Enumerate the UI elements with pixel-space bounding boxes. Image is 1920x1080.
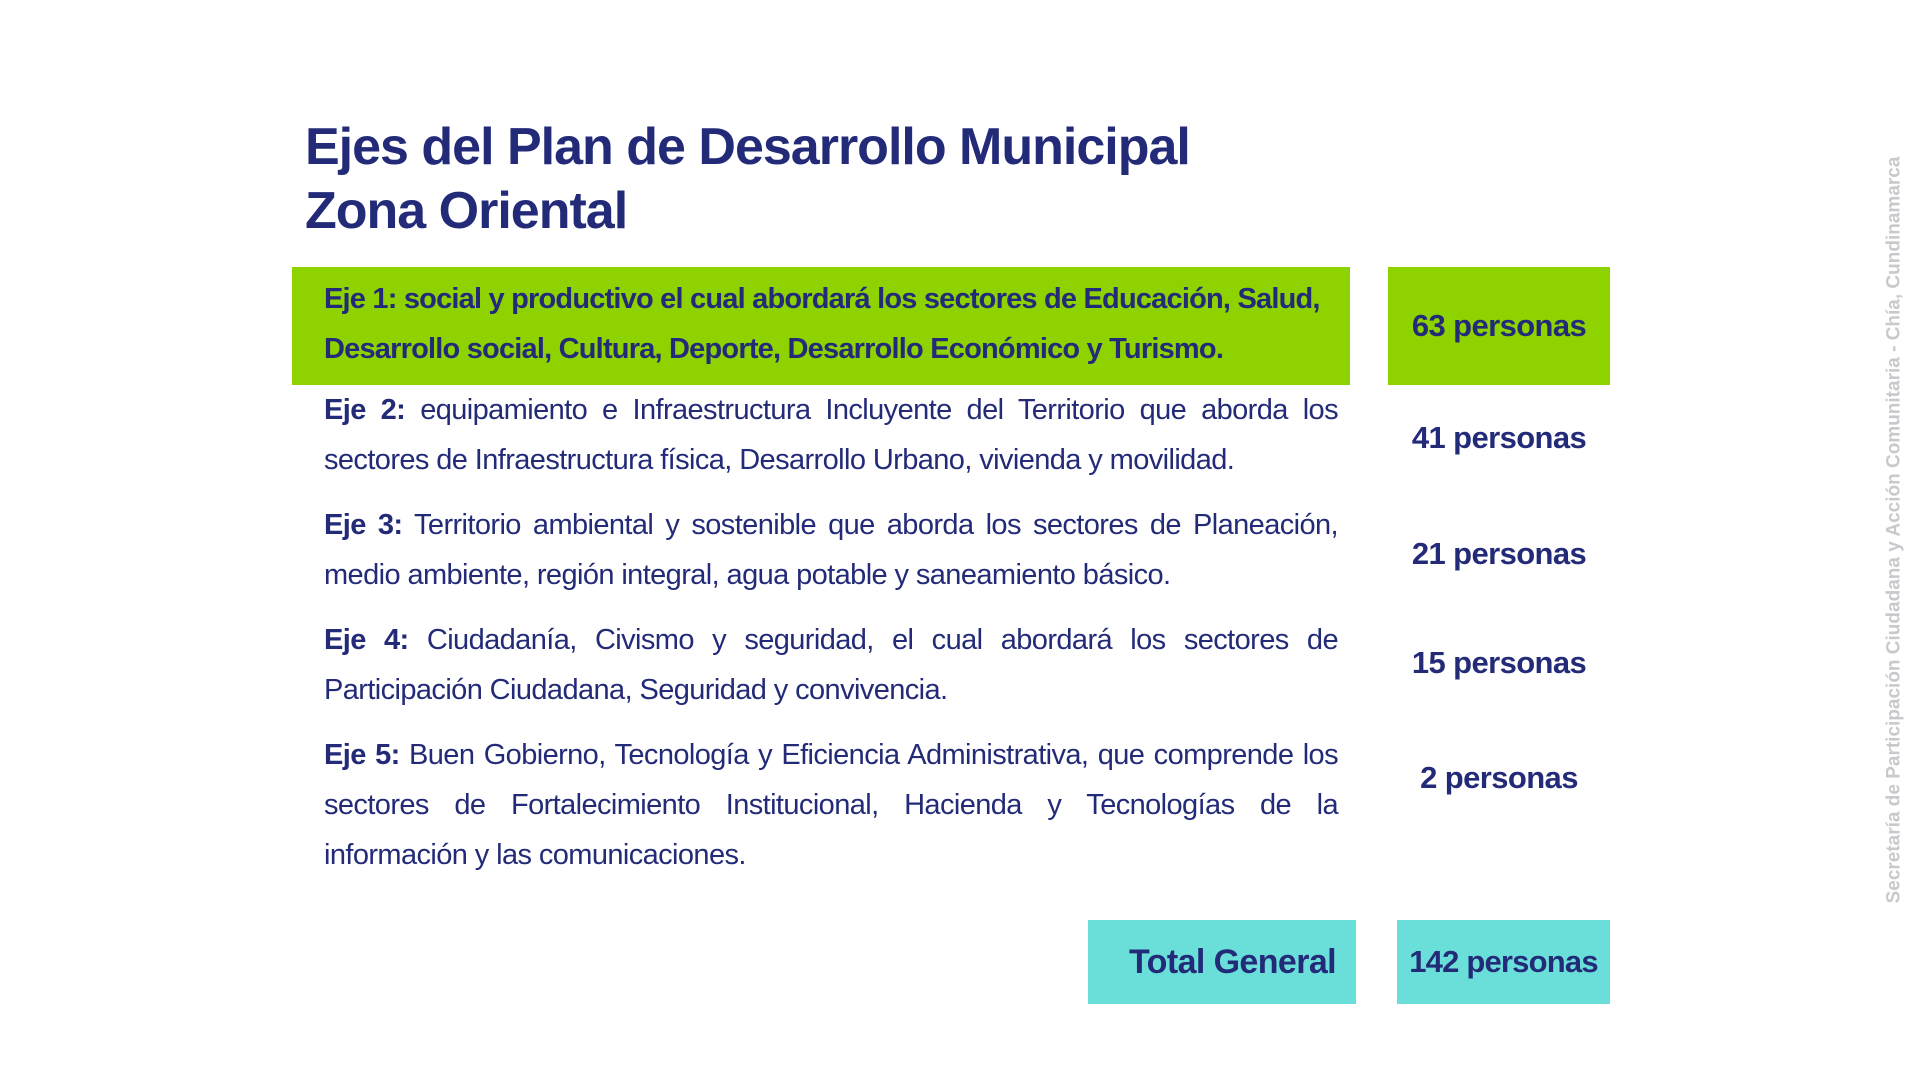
axis-row-4 — [292, 615, 1350, 715]
axis-row-3 — [292, 500, 1350, 600]
axis-description-4 — [324, 615, 1338, 715]
axis-count-3: 21 personas — [1411, 536, 1587, 571]
axis-count-4: 15 personas — [1411, 645, 1587, 680]
axis-text-2: equipamiento e Infraestructura Incluyente del Territorio que aborda los sectores de Infraestructura física, Desarrollo Urbano, vivienda y movilidad. — [324, 394, 1338, 476]
axis-description-1 — [324, 274, 1338, 374]
axis-count-2: 41 personas — [1411, 420, 1587, 455]
axis-text-1: social y productivo el cual abordará los sectores de Educación, Salud, Desarrollo social, Cultura, Deporte, Desarrollo Económico y Turismo. — [324, 283, 1320, 365]
axis-text-3: Territorio ambiental y sostenible que aborda los sectores de Planeación, medio ambiente, región integral, agua potable y saneamiento básico. — [324, 509, 1338, 591]
axis-label-5: Eje 5: — [324, 739, 400, 771]
axis-text-4: Ciudadanía, Civismo y seguridad, el cual abordará los sectores de Participación Ciudadana, Seguridad y convivencia. — [324, 624, 1338, 706]
axis-description-2 — [324, 385, 1338, 485]
axis-label-2: Eje 2: — [324, 394, 406, 426]
axis-text-5: Buen Gobierno, Tecnología y Eficiencia Administrativa, que comprende los sectores de Fortalecimiento Institucional, Hacienda y Tecnologías de la información y las comunicaciones. — [324, 739, 1338, 871]
axis-label-4: Eje 4: — [324, 624, 409, 656]
page-title-line-2: Zona Oriental — [305, 182, 628, 240]
total-value: 142 personas — [1397, 920, 1610, 1004]
page-title-line-1: Ejes del Plan de Desarrollo Municipal — [305, 118, 1190, 176]
axis-label-1: Eje 1: — [324, 283, 397, 315]
total-label: Total General — [1088, 920, 1356, 1004]
axis-row-5 — [292, 730, 1350, 880]
axis-count-1: 63 personas — [1388, 267, 1610, 385]
axis-row-1 — [292, 267, 1350, 385]
axis-label-3: Eje 3: — [324, 509, 403, 541]
page-title — [305, 115, 1190, 243]
axis-description-5 — [324, 730, 1338, 880]
axis-row-2 — [292, 385, 1350, 485]
side-note-text: Secretaría de Participación Ciudadana y Acción Comunitaria - Chía, Cundinamarca — [1883, 156, 1904, 904]
side-note — [1879, 130, 1909, 930]
axis-description-3 — [324, 500, 1338, 600]
axis-count-5: 2 personas — [1420, 760, 1578, 795]
